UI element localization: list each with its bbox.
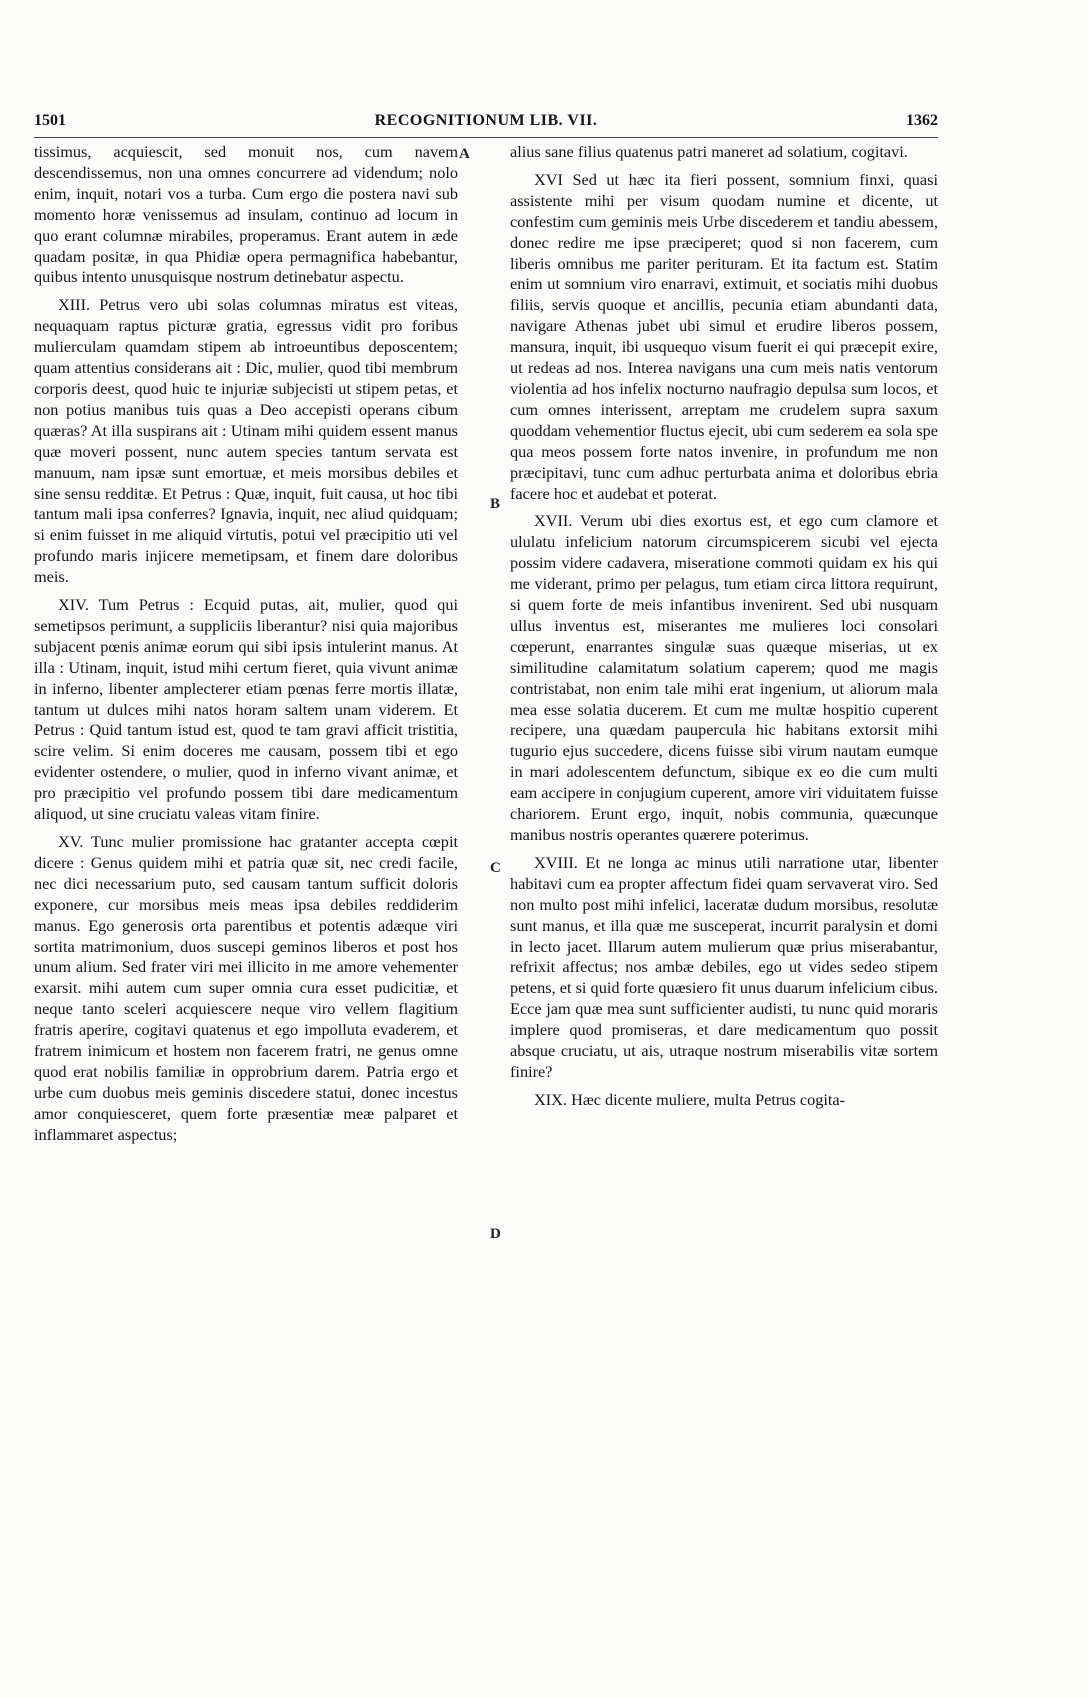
paragraph: alius sane filius quatenus patri maneret ad solatium, cogitavi.	[510, 142, 908, 161]
header-rule	[34, 137, 938, 138]
margin-marker-a: A	[459, 146, 470, 162]
paragraph: XV. Tunc mulier promissione hac gratanter accepta cœpit dicere : Genus quidem mihi et patria quæ sit, nec credi facile, nec dici necessarium puto, sed causam tantum sufficit doloris exponere, cur morsibus meis meas ipsa debiles reddiderim manus. Ego generosis orta parentibus et potentis adæque viri sortita matrimonium, duos suscepi geminos liberos et post hos unum alium. Sed frater viri mei illicito in me amore vehementer exarsit. mihi autem cum super omnia cura esset pudicitiæ, et neque tanto sceleri acquiescere neque viro vellem flagitium fratris aperire, cogitavi quatenus et ego impolluta evaderem, et fratrem inimicum et hostem non facerem fratri, ne genus omne quod erat nobilis familiæ in opprobrium darem. Patria ergo et urbe cum duobus meis geminis discedere statui, donec incestus amor conquiesceret, quem forte præsentiæ meæ palparet et inflammaret aspectus;	[34, 832, 458, 1144]
running-header	[34, 112, 938, 136]
paragraph: XIII. Petrus vero ubi solas columnas miratus est viteas, nequaquam raptus picturæ gratia, egressus vidit pro foribus mulierculam quamdam stipem ab introeuntibus deposcentem; quam attentius considerans ait : Dic, mulier, quod tibi membrum corporis deest, quod huic te injuriæ subjecisti ut stipem petas, et non potius manibus tuis quas a Deo accepisti operans cibum quæras? At illa suspirans ait : Utinam mihi quidem essent manus quæ moveri possent, nunc autem species tantum servata est manuum, nam ipsæ sunt emortuæ, et meis morsibus debiles et sine sensu redditæ. Et Petrus : Quæ, inquit, fuit causa, ut hoc tibi tantum mali ipsa conferres? Ignavia, inquit, nec aliud quidquam; si enim fuisset in me aliquid virtutis, potui vel præcipitio uti vel profundo maris injicere memetipsam, et finem dare doloribus meis.	[34, 295, 458, 587]
paragraph: XVII. Verum ubi dies exortus est, et ego cum clamore et ululatu infelicium natorum circumspicerem sicubi vel ejecta possim videre cadavera, miseratione commoti quidam ex his qui me viderant, primo per pelagus, tum etiam circa littora requirunt, si quem forte de meis infantibus invenirent. Sed ubi nusquam ullus inventus est, miserantes me mulieres loci consolari cœperunt, enarrantes singulæ suas quæque miserias, ut ex similitudine calamitatum solatium caperem; quod me magis contristabat, non enim tale mihi erat ingenium, ut aliorum mala mea esse solatia ducerem. Et cum me multæ hospitio cuperent recipere, una quædam paupercula hic habitans extorsit mihi tugurio ejus succedere, dicens fuisse sibi virum nautam eumque in mari adolescentem defunctum, sibique ex eo die cum multi eam accipere in conjugium cuperent, amore viri viduitatem fuisse chariorem. Erunt ergo, inquit, nobis communia, quæcunque manibus nostris operantes quærere poterimus.	[510, 511, 938, 844]
paragraph: XIX. Hæc dicente muliere, multa Petrus cogita-	[534, 1089, 846, 1109]
left-column	[34, 142, 458, 1146]
running-title: RECOGNITIONUM LIB. VII.	[374, 112, 598, 129]
margin-marker-c: C	[490, 860, 501, 876]
paragraph: tissimus, acquiescit, sed monuit nos, cum navem descendissemus, non una omnes concurrere ad videndum; nolo enim, inquit, notari vos a turba. Cum ergo die postera navi sub momento horæ venissemus ad insulam, continuo ad locum in quo erant columnæ mirabiles, properamus. Erant autem in æde quadam positæ, in qua Phidiæ opera permagnifica habebantur, quibus intento unusquisque nostrum detinebatur aspectu.	[34, 142, 458, 287]
paragraph: XIV. Tum Petrus : Ecquid putas, ait, mulier, quod qui semetipsos perimunt, a suppliciis liberantur? nisi quia majoribus subjacent pœnis animæ eorum qui sibi ipsis intulerint manus. At illa : Utinam, inquit, istud mihi certum fieret, quia vivunt animæ in inferno, libenter amplecterer etiam pœnas ferre mortis illatæ, tantum ut dulces mihi natos horam saltem unam viderem. Et Petrus : Quid tantum istud est, quod te tam gravi afficit tristitia, scire velim. Si enim doceres me causam, possem tibi et ego evidenter ostendere, o mulier, quod in inferno vivant animæ, et pro præcipitio vel profundo possem tibi dare medicamentum aliquod, ut sine cruciatu valeas vitam finire.	[34, 595, 458, 824]
margin-marker-d: D	[490, 1226, 501, 1242]
paragraph: XVIII. Et ne longa ac minus utili narratione utar, libenter habitavi cum ea propter affectum fidei quam servaverat viro. Sed non multo post mihi infelici, laceratæ dudum morsibus, resolutæ sunt manus, et illa quæ me susceperat, incurrit paralysin et domi in lecto jacet. Illarum autem mulierum quæ prius miserabantur, refrixit affectus; nos ambæ debiles, ego ut vides sedeo stipem petens, et si quid forte quæsiero fit unus duarum infelicium cibus. Ecce jam quæ mea sunt sufficienter audisti, tu nunc quid moraris implere quod promiseras, et dare medicamentum quo possit absque cruciatu, ut ais, utraque nostrum miserabilis vitæ sortem finire?	[510, 852, 938, 1081]
margin-marker-b: B	[490, 496, 501, 512]
page-number-right: 1362	[906, 112, 938, 129]
paragraph: XVI Sed ut hæc ita fieri possent, somnium finxi, quasi assistente mihi per visum quodam numine et dicente, ut confestim cum geminis meis Urbe discederem et tandiu abessem, donec redire me ipse præciperet; quod si non facerem, cum liberis omnibus me pariter perituram. Et ita factum est. Statim enim ut somnium viro enarravi, extimuit, et sociatis mihi duobus filiis, servis quoque et ancillis, pecunia etiam abundanti data, navigare Athenas jubet ubi simul et erudire liberos possem, mansura, inquit, ibi usquequo visum fuerit ei qui præcepit exire, ut redeas ad nos. Interea navigans una cum meis natis ventorum violentia ad hos infelix nocturno naufragio depulsa sum locos, et cum omnes interissent, arreptam me crudelem supra saxum quoddam vehementior fluctus ejecit, ubi cum sederem ea sola spe qua meos possem forte natos invenire, in profundum me non præcipitavi, tunc cum adhuc perturbata anima et doloribus ebria facere hoc et audebat et poterat.	[510, 169, 938, 503]
page-number-left: 1501	[34, 112, 66, 129]
right-column	[510, 142, 938, 1111]
